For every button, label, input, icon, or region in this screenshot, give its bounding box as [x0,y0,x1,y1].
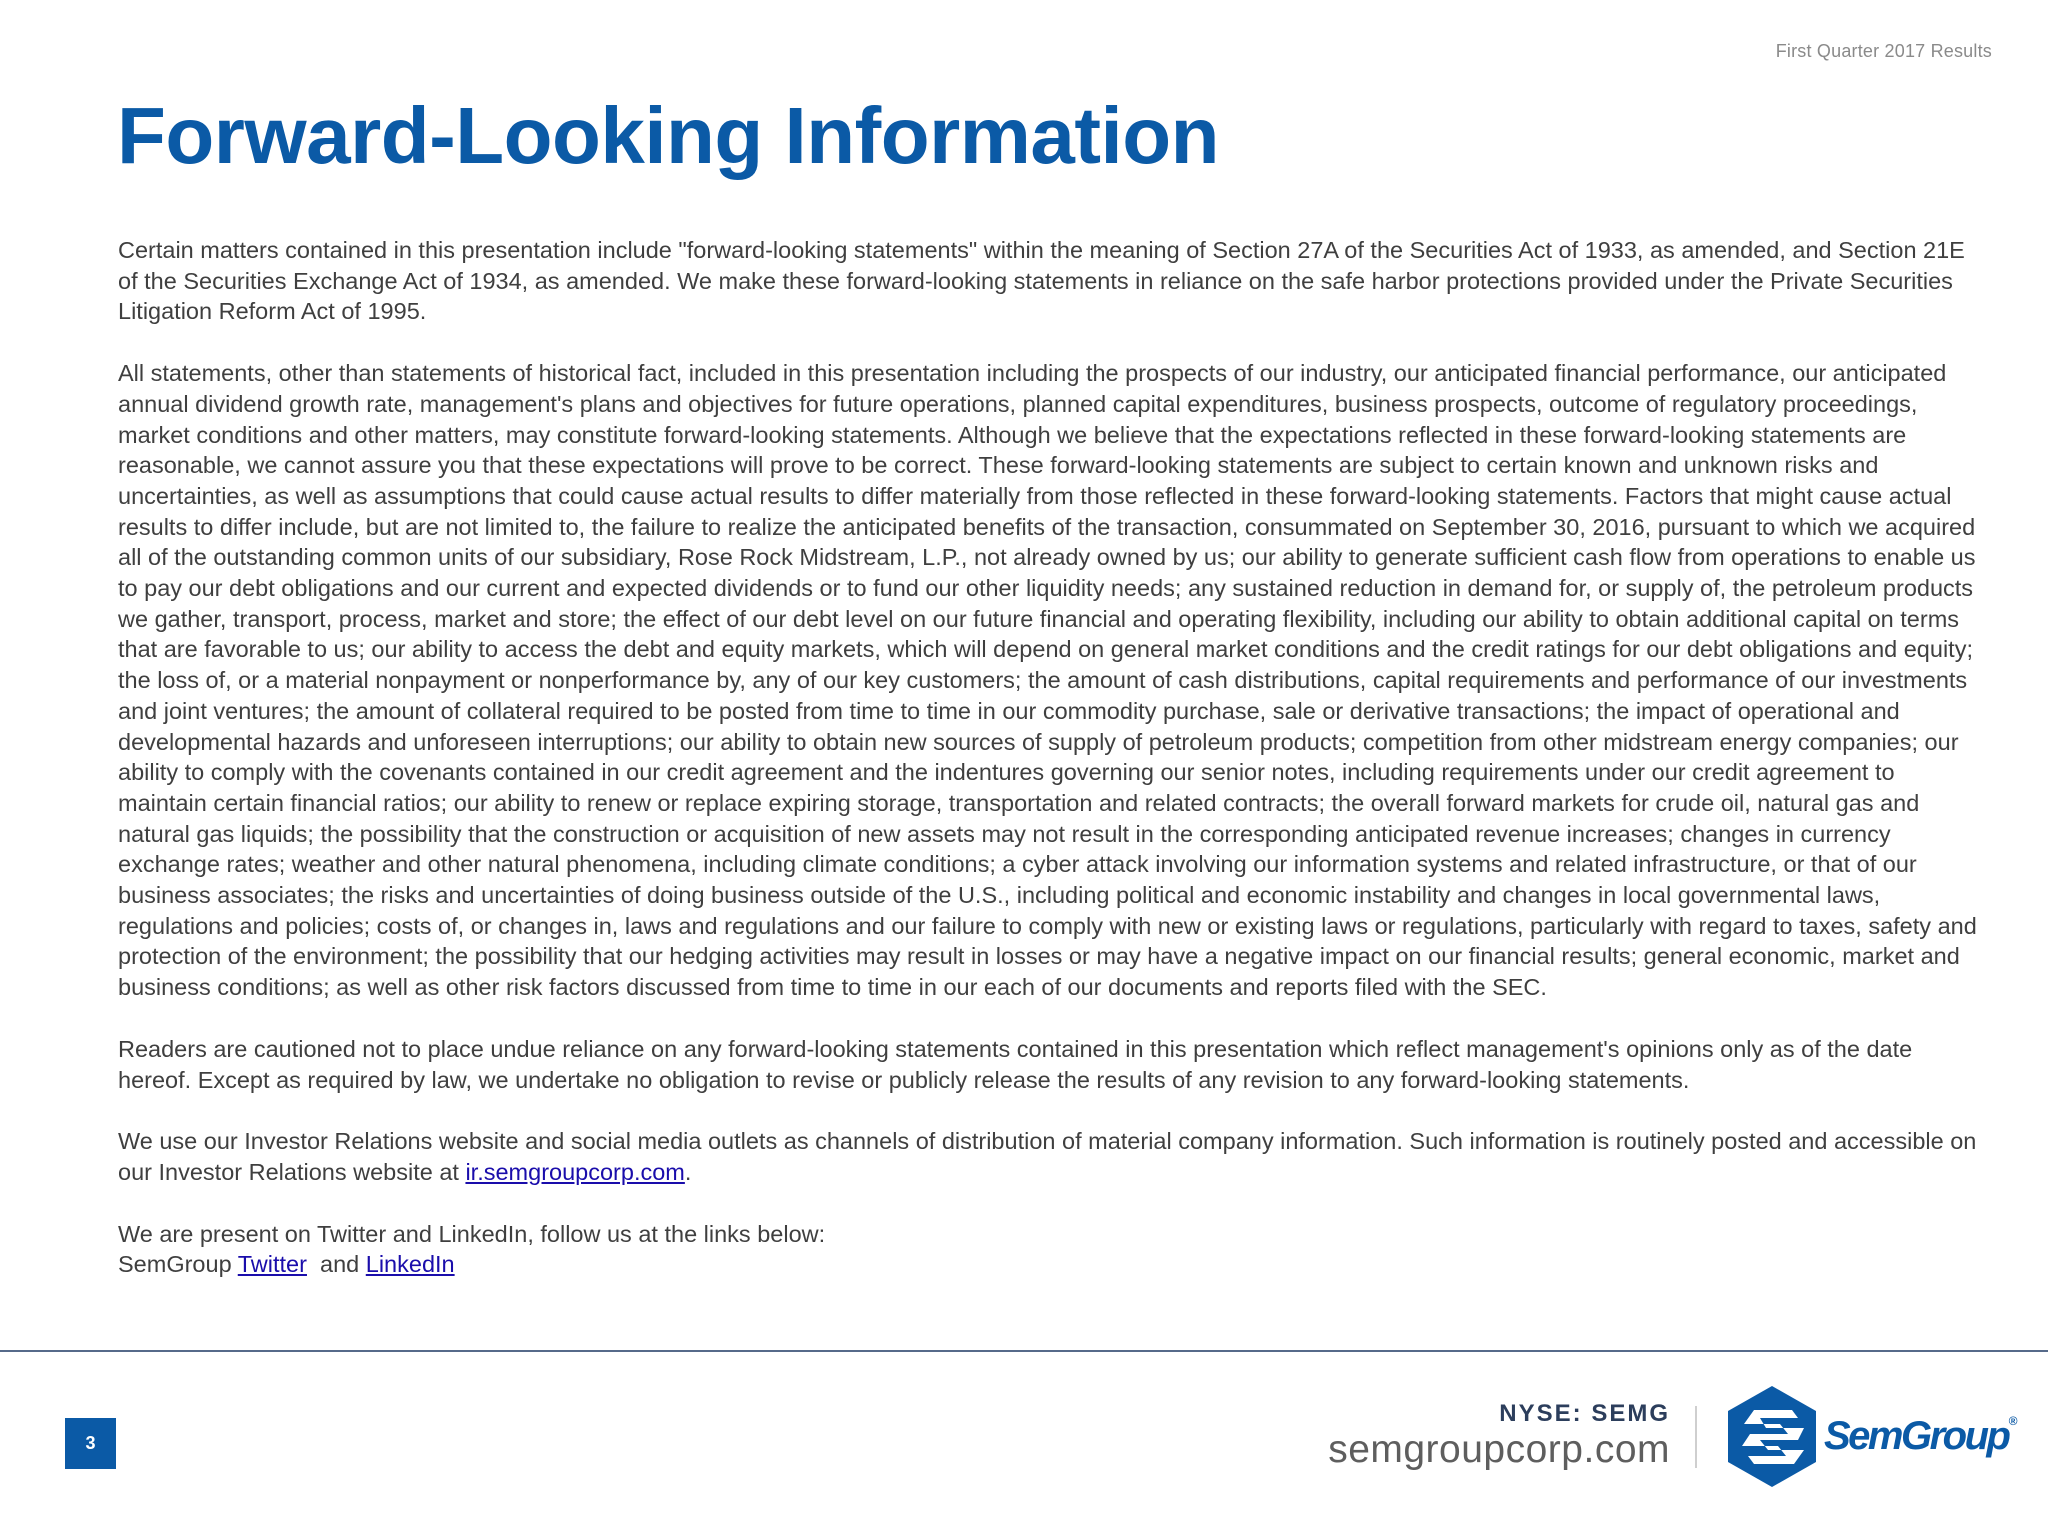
logo-text: SemGroup [1824,1414,2009,1458]
paragraph-social-intro: We are present on Twitter and LinkedIn, follow us at the links below: [118,1220,826,1247]
twitter-link[interactable]: Twitter [237,1251,307,1278]
paragraph-investor-relations [118,1126,1978,1187]
linkedin-link[interactable]: LinkedIn [365,1251,455,1278]
paragraph-reliance-caution: Readers are cautioned not to place undue reliance on any forward-looking statements contained in this presentation which reflect management's opinions only as of the date hereof. Except as required by law, we undertake no obligation to revise or publicly release the results of any revision to any forward-looking statements. [118,1035,1913,1093]
ir-period: . [684,1158,692,1185]
social-prefix: SemGroup [118,1251,238,1278]
company-website: semgroupcorp.com [1328,1428,1670,1471]
semgroup-logo-icon [1724,1384,1820,1489]
ir-website-link[interactable]: ir.semgroupcorp.com [465,1158,685,1185]
semgroup-logo-text [1824,1414,2017,1459]
semgroup-logo [1724,1384,2018,1489]
disclaimer-body [118,235,1978,1280]
footer-divider [0,1350,2048,1352]
paragraph-social-links [118,1249,1978,1280]
footer-separator [1695,1406,1697,1468]
paragraph-safe-harbor: Certain matters contained in this presentation include "forward-looking statements" within the meaning of Section 27A of the Securities Act of 1933, as amended, and Section 21E of the Securities Exchange Act of 1934, as amended. We make these forward-looking statements in reliance on the safe harbor protections provided under the Private Securities Litigation Reform Act of 1995. [118,237,1965,325]
header-label: First Quarter 2017 Results [1775,41,1992,61]
logo-registered-mark: ® [2008,1414,2018,1428]
social-and: and [306,1251,366,1278]
page-number-badge: 3 [65,1418,116,1469]
page-title: Forward-Looking Information [117,91,1219,180]
stock-ticker: NYSE: SEMG [1499,1400,1670,1427]
paragraph-risk-factors: All statements, other than statements of historical fact, included in this presentation including the prospects of our industry, our anticipated financial performance, our anticipated annual dividend growth rate, management's plans and objectives for future operations, planned capital expenditures, business prospects, outcome of regulatory proceedings, market conditions and other matters, may constitute forward-looking statements. Although we believe that the expectations reflected in these forward-looking statements are reasonable, we cannot assure you that these expectations will prove to be correct. These forward-looking statements are subject to certain known and unknown risks and uncertainties, as well as assumptions that could cause actual results to differ materially from those reflected in these forward-looking statements. Factors that might cause actual results to differ include, but are not limited to, the failure to realize the anticipated benefits of the transaction, consummated on September 30, 2016, pursuant to which we acquired all of the outstanding common units of our subsidiary, Rose Rock Midstream, L.P., not already owned by us; our ability to generate sufficient cash flow from operations to enable us to pay our debt obligations and our current and expected dividends or to fund our other liquidity needs; any sustained reduction in demand for, or supply of, the petroleum products we gather, transport, process, market and store; the effect of our debt level on our future financial and operating flexibility, including our ability to obtain additional capital on terms that are favorable to us; our ability to access the debt and equity markets, which will depend on general market conditions and the credit ratings for our debt obligations and equity; the loss of, or a material nonpayment or nonperformance by, any of our key customers; the amount of cash distributions, capital requirements and performance of our investments and joint ventures; the amount of collateral required to be posted from time to time in our commodity purchase, sale or derivative transactions; the impact of operational and developmental hazards and unforeseen interruptions; our ability to obtain new sources of supply of petroleum products; competition from other midstream energy companies; our ability to comply with the covenants contained in our credit agreement and the indentures governing our senior notes, including requirements under our credit agreement to maintain certain financial ratios; our ability to renew or replace expiring storage, transportation and related contracts; the overall forward markets for crude oil, natural gas and natural gas liquids; the possibility that the construction or acquisition of new assets may not result in the corresponding anticipated revenue increases; changes in currency exchange rates; weather and other natural phenomena, including climate conditions; a cyber attack involving our information systems and related infrastructure, or that of our business associates; the risks and uncertainties of doing business outside of the U.S., including political and economic instability and changes in local governmental laws, regulations and policies; costs of, or changes in, laws and regulations and our failure to comply with new or existing laws or regulations, particularly with regard to taxes, safety and protection of the environment; the possibility that our hedging activities may result in losses or may have a negative impact on our financial results; general economic, market and business conditions; as well as other risk factors discussed from time to time in our each of our documents and reports filed with the SEC. [118,360,1977,1001]
ir-text: We use our Investor Relations website and social media outlets as channels of distribution of material company information. Such information is routinely posted and accessible on our Investor Relations website at [118,1128,1977,1185]
